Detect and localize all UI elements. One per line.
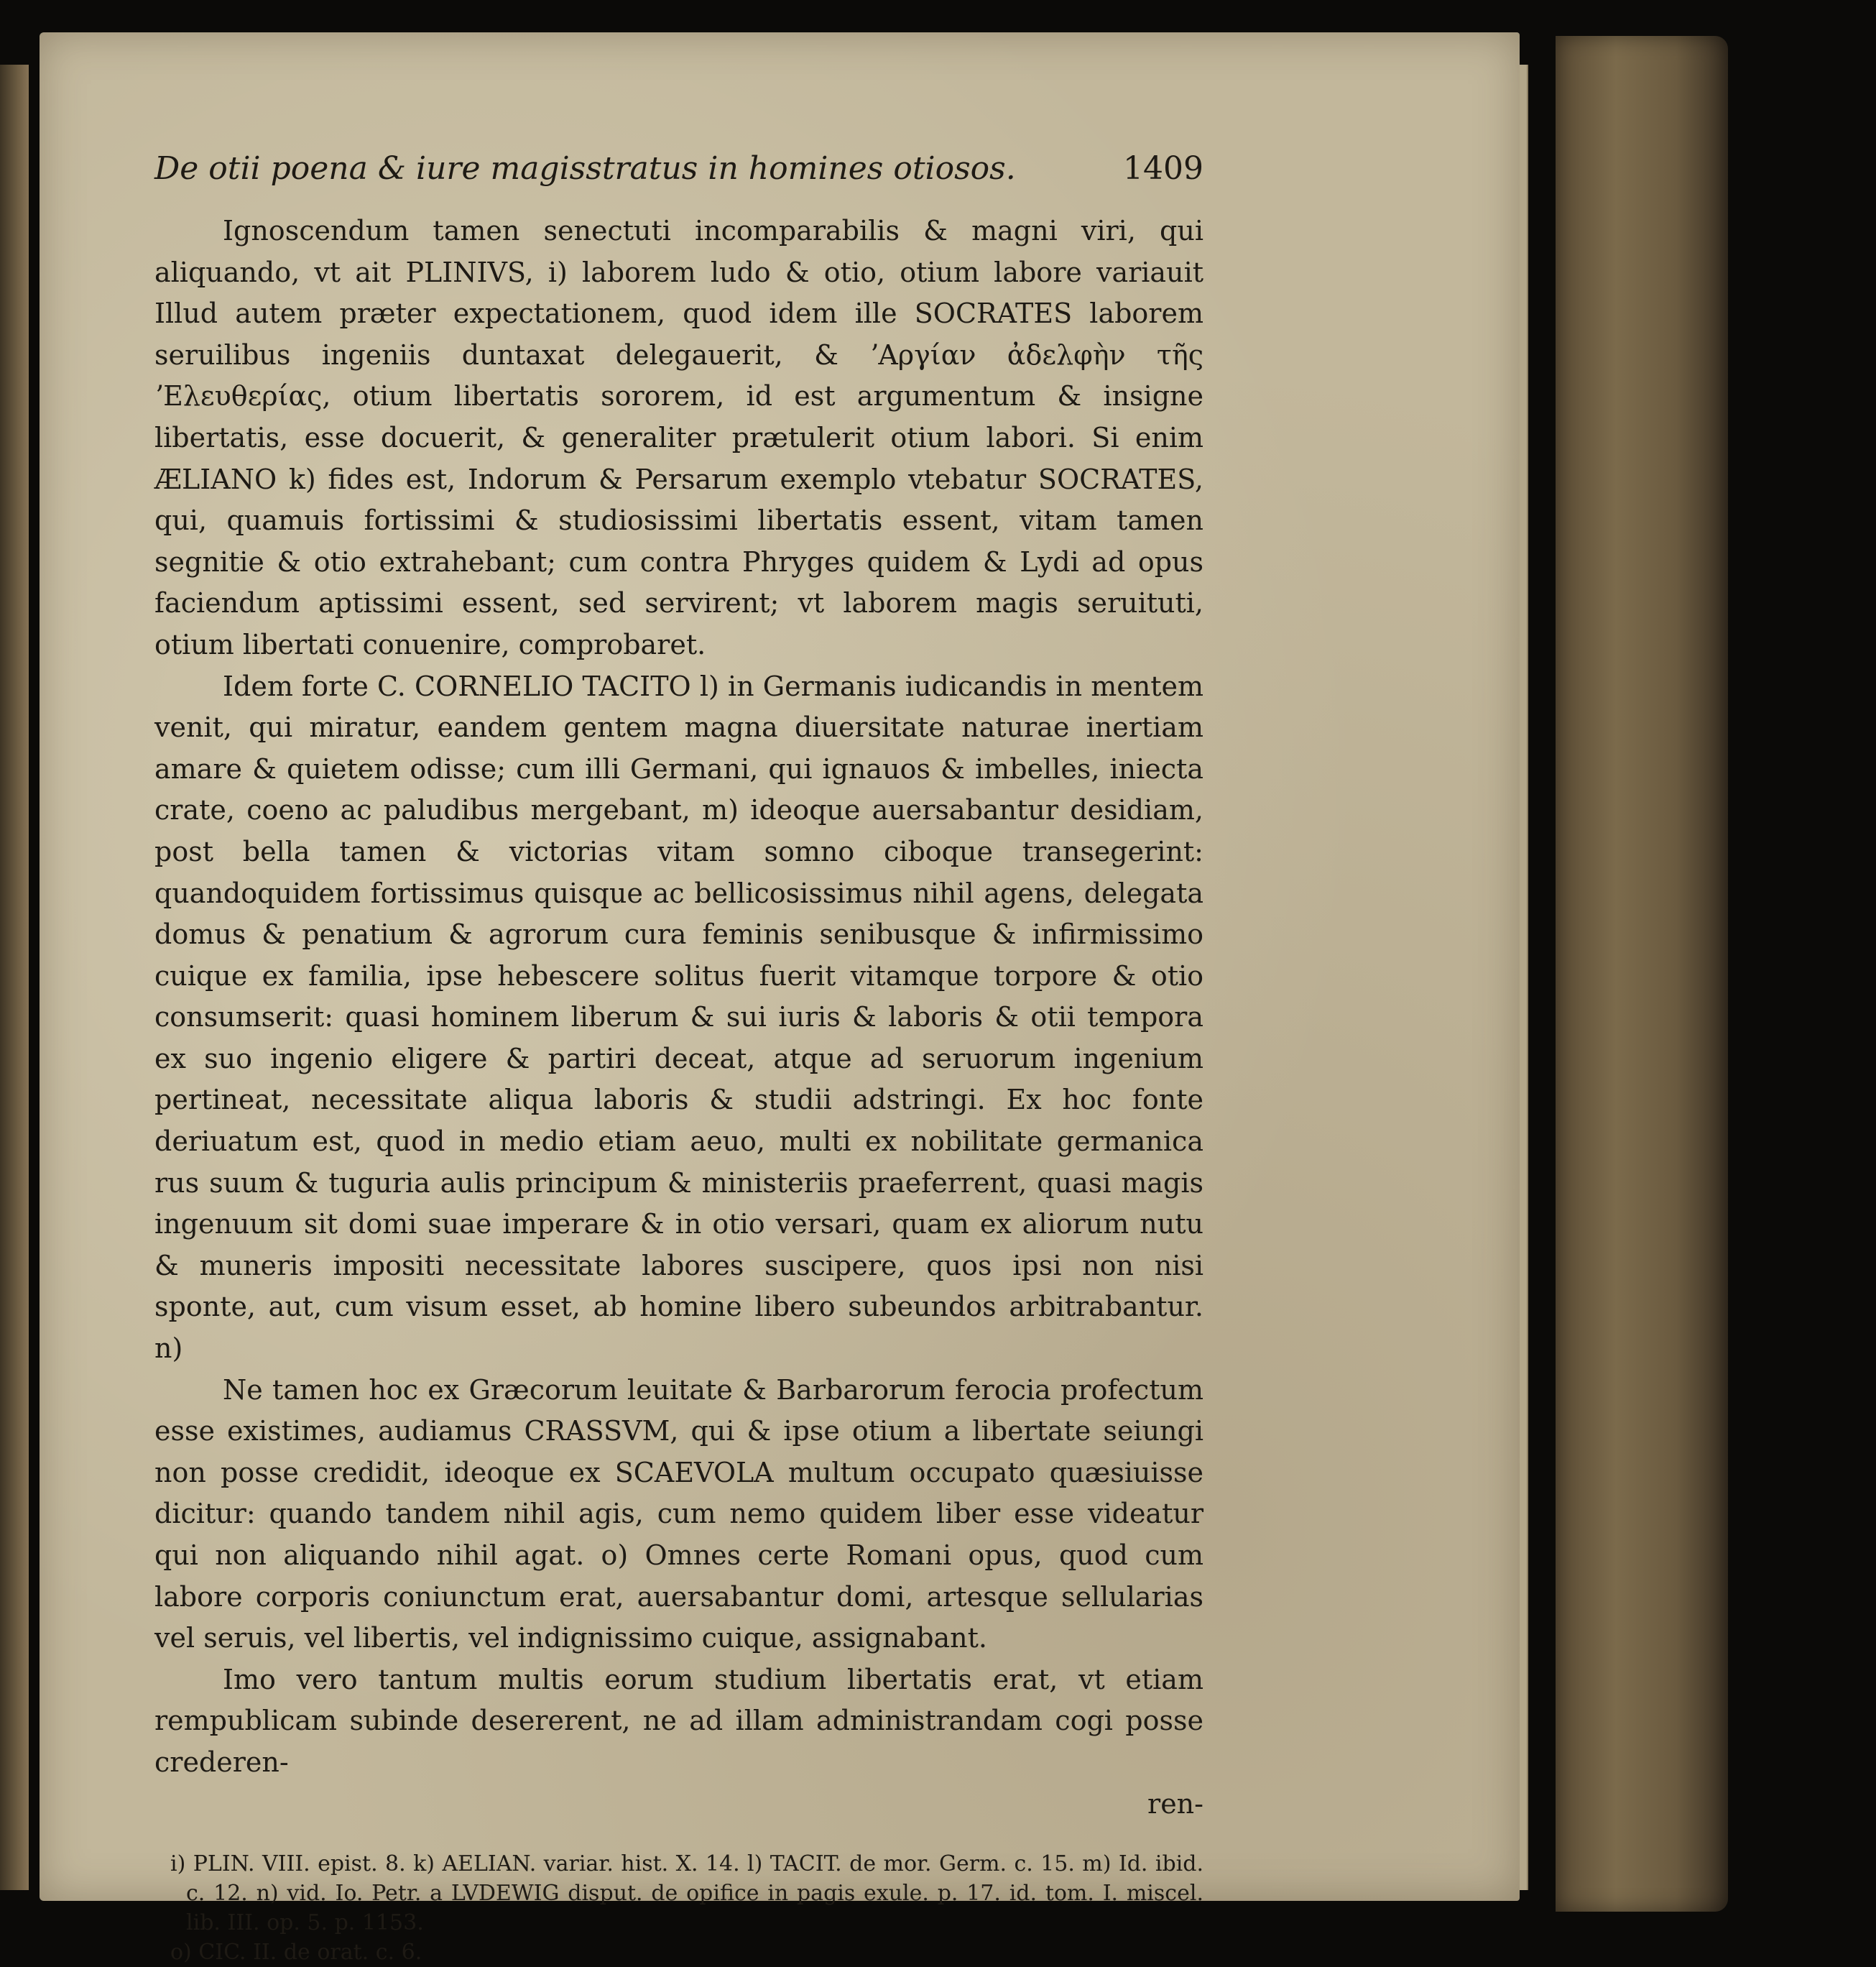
page-content	[154, 147, 1203, 1967]
paragraph-1: Ignoscendum tamen senectuti incomparabilis & magni viri, qui aliquando, vt ait PLINIVS, i) laborem ludo & otio, otium labore variauit Illud autem præter expectationem, quod idem ille SOCRATES laborem seruilibus ingeniis duntaxat delegauerit, & ʼΑργίαν ἀδελφὴν τῆς ʼΕλευθερίας, otium libertatis sororem, id est argumentum & insigne libertatis, esse docuerit, & generaliter prætulerit otium labori. Si enim ÆLIANO k) fides est, Indorum & Persarum exemplo vtebatur SOCRATES, qui, quamuis fortissimi & studiosissimi libertatis essent, vitam tamen segnitie & otio extrahebant; cum contra Phryges quidem & Lydi ad opus faciendum aptissimi essent, sed servirent; vt laborem magis seruituti, otium libertati conuenire, comprobaret.	[154, 215, 1203, 660]
paragraph-4: Imo vero tantum multis eorum studium libertatis erat, vt etiam rempublicam subinde desererent, ne ad illam administrandam cogi posse crederen-	[154, 1663, 1203, 1778]
footnote-line: o) CIC. II. de orat. c. 6.	[170, 1940, 422, 1966]
footnotes	[154, 1849, 1203, 1967]
paragraph-2: Idem forte C. CORNELIO TACITO l) in Germanis iudicandis in mentem venit, qui miratur, eandem gentem magna diuersitate naturae inertiam amare & quietem odisse; cum illi Germani, qui ignauos & imbelles, iniecta crate, coeno ac paludibus mergebant, m) ideoque auersabantur desidiam, post bella tamen & victorias vitam somno ciboque transegerint: quandoquidem fortissimus quisque ac bellicosissimus nihil agens, delegata domus & penatium & agrorum cura feminis senibusque & infirmissimo cuique ex familia, ipse hebescere solitus fuerit vitamque torpore & otio consumserit: quasi hominem liberum & sui iuris & laboris & otii tempora ex suo ingenio eligere & partiri deceat, atque ad seruorum ingenium pertineat, necessitate aliqua laboris & studii adstringi. Ex hoc fonte deriuatum est, quod in medio etiam aeuo, multi ex nobilitate germanica rus suum & tuguria aulis principum & ministeriis praeferrent, quasi magis ingenuum sit domi suae imperare & in otio versari, quam ex aliorum nutu & muneris impositi necessitate labores suscipere, quos ipsi non nisi sponte, aut, cum visum esset, ab homine libero subeundos arbitrabantur. n)	[154, 670, 1203, 1365]
running-header	[154, 147, 1203, 190]
paragraph-3: Ne tamen hoc ex Græcorum leuitate & Barbarorum ferocia profectum esse existimes, audiamus CRASSVM, qui & ipse otium a libertate seiungi non posse credidit, ideoque ex SCAEVOLA multum occupato quæsiuisse dicitur: quando tandem nihil agis, cum nemo quidem liber esse videatur qui non aliquando nihil agat. o) Omnes certe Romani opus, quod cum labore corporis coniunctum erat, auersabantur domi, artesque sellularias vel seruis, vel libertis, vel indignissimo cuique, assignabant.	[154, 1373, 1203, 1654]
footnote-line: i) PLIN. VIII. epist. 8. k) AELIAN. variar. hist. X. 14. l) TACIT. de mor. Germ. c. 15. m) Id. ibid. c. 12. n) vid. Io. Petr. a LVDEWIG disput. de opifice in pagis exule. p. 17. id. tom. I. miscel. lib. III. op. 5. p. 1153.	[170, 1851, 1203, 1936]
book-binding	[1556, 36, 1728, 1912]
catchword: ren-	[1147, 1787, 1203, 1820]
page-number: 1409	[1123, 150, 1203, 187]
left-page-edge	[0, 65, 29, 1890]
header-title: De otii poena & iure magisstratus in homines otiosos.	[154, 150, 1016, 187]
